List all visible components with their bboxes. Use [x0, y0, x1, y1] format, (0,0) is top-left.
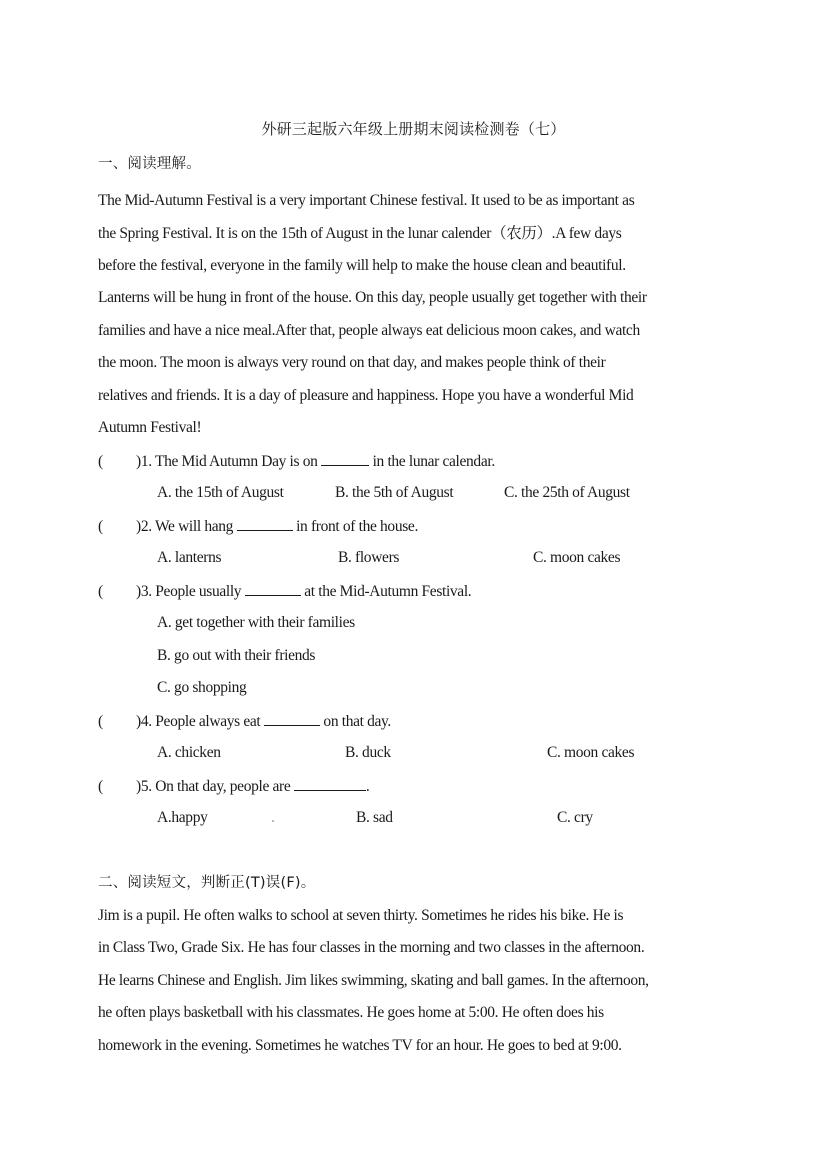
question-stem-end: .	[365, 778, 370, 795]
passage-line: homework in the evening. Sometimes he watches TV for an hour. He goes to bed at 9:00.	[98, 1037, 622, 1054]
answer-paren-open[interactable]: (	[98, 713, 103, 730]
answer-blank[interactable]	[294, 776, 366, 791]
option-c: C. moon cakes	[533, 549, 621, 566]
answer-paren-open[interactable]: (	[98, 453, 103, 470]
question-stem: 3. People usually	[140, 583, 245, 600]
option-a: A. lanterns	[157, 549, 222, 566]
option-c: C. go shopping	[157, 679, 247, 696]
option-c: C. moon cakes	[547, 744, 635, 761]
passage-line: relatives and friends. It is a day of pleasure and happiness. Hope you have a wonderful Mid	[98, 387, 634, 404]
option-a: A. get together with their families	[157, 614, 355, 631]
passage-line: Jim is a pupil. He often walks to school at seven thirty. Sometimes he rides his bike. He is	[98, 907, 624, 924]
answer-paren-close: )	[136, 583, 141, 600]
passage-line: He learns Chinese and English. Jim likes swimming, skating and ball games. In the afternoon,	[98, 972, 649, 989]
stray-mark: .	[271, 809, 275, 826]
option-b: B. the 5th of August	[335, 484, 454, 501]
answer-paren-open[interactable]: (	[98, 518, 103, 535]
section1-heading: 一、阅读理解。	[98, 156, 201, 172]
question-stem: 5. On that day, people are	[140, 778, 294, 795]
worksheet-title: 外研三起版六年级上册期末阅读检测卷（七）	[261, 120, 566, 138]
passage-line: the moon. The moon is always very round on that day, and makes people think of their	[98, 354, 606, 371]
answer-blank[interactable]	[237, 516, 293, 531]
answer-blank[interactable]	[245, 581, 301, 596]
answer-paren-open[interactable]: (	[98, 583, 103, 600]
option-a: A. the 15th of August	[157, 484, 284, 501]
answer-paren-open[interactable]: (	[98, 778, 103, 795]
answer-paren-close: )	[136, 453, 141, 470]
option-c: C. cry	[557, 809, 593, 826]
option-b: B. go out with their friends	[157, 647, 316, 664]
option-b: B. duck	[345, 744, 391, 761]
passage-line: the Spring Festival. It is on the 15th of August in the lunar calender（农历）.A few days	[98, 225, 622, 242]
passage-line: families and have a nice meal.After that, people always eat delicious moon cakes, and watch	[98, 322, 640, 339]
question-2	[98, 516, 418, 537]
question-stem: 1. The Mid Autumn Day is on	[140, 453, 322, 470]
passage-line: The Mid-Autumn Festival is a very important Chinese festival. It used to be as important as	[98, 192, 635, 209]
passage-line: he often plays basketball with his classmates. He goes home at 5:00. He often does his	[98, 1004, 604, 1021]
option-b: B. sad	[356, 809, 393, 826]
question-5	[98, 776, 369, 797]
question-stem: 2. We will hang	[140, 518, 237, 535]
answer-blank[interactable]	[321, 451, 369, 466]
passage-line: Autumn Festival!	[98, 419, 202, 436]
passage-line: before the festival, everyone in the family will help to make the house clean and beautiful.	[98, 257, 626, 274]
option-b: B. flowers	[338, 549, 400, 566]
option-c: C. the 25th of August	[504, 484, 630, 501]
answer-paren-close: )	[136, 713, 141, 730]
question-stem-end: on that day.	[319, 713, 391, 730]
option-a: A. chicken	[157, 744, 221, 761]
answer-paren-close: )	[136, 778, 141, 795]
question-3	[98, 581, 471, 602]
section2-heading: 二、阅读短文，判断正(T)误(F)。	[98, 875, 316, 891]
passage-line: Lanterns will be hung in front of the house. On this day, people usually get together with their	[98, 289, 647, 306]
question-4	[98, 711, 391, 732]
option-a: A.happy	[157, 809, 208, 826]
question-stem: 4. People always eat	[140, 713, 264, 730]
answer-blank[interactable]	[264, 711, 320, 726]
question-1	[98, 451, 495, 472]
answer-paren-close: )	[136, 518, 141, 535]
question-stem-end: in front of the house.	[292, 518, 418, 535]
question-stem-end: in the lunar calendar.	[369, 453, 495, 470]
question-stem-end: at the Mid-Autumn Festival.	[300, 583, 472, 600]
passage-line: in Class Two, Grade Six. He has four classes in the morning and two classes in the afternoon.	[98, 939, 645, 956]
